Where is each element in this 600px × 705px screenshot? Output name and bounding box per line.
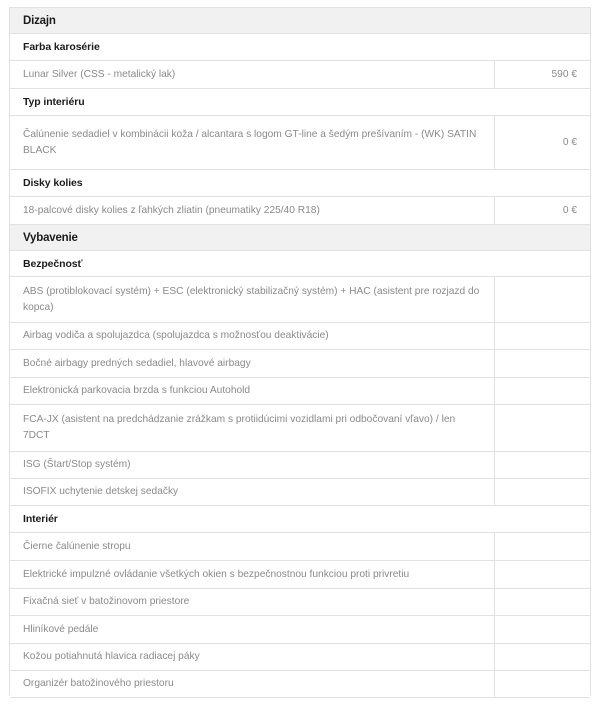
subsection-disky-kolies bbox=[10, 170, 590, 197]
item-label: Elektronická parkovacia brzda s funkciou Autohold bbox=[23, 385, 251, 396]
section-title: Vybavenie bbox=[23, 231, 78, 244]
item-label: Čierne čalúnenie stropu bbox=[23, 540, 131, 552]
item-price: 590 € bbox=[551, 69, 577, 80]
table-row bbox=[10, 533, 590, 561]
table-row bbox=[10, 116, 590, 170]
table-row bbox=[10, 350, 590, 378]
subsection-typ-interieru bbox=[10, 89, 590, 116]
section-title: Dizajn bbox=[23, 14, 56, 27]
subsection-title: Farba karosérie bbox=[23, 41, 100, 53]
subsection-title: Disky kolies bbox=[23, 177, 83, 189]
table-row bbox=[10, 671, 590, 698]
item-label: Hliníkové pedále bbox=[23, 623, 99, 635]
table-row bbox=[10, 479, 590, 506]
item-label: Organizér batožinového priestoru bbox=[23, 678, 174, 689]
table-row bbox=[10, 61, 590, 89]
table-row bbox=[10, 378, 590, 405]
subsection-farba-karoserie bbox=[10, 34, 590, 61]
item-label: Elektrické impulzné ovládanie všetkých okien s bezpečnostnou funkciou proti privretiu bbox=[23, 568, 410, 580]
subsection-interier bbox=[10, 506, 590, 533]
item-label: Lunar Silver (CSS - metalický lak) bbox=[23, 68, 176, 80]
table-row bbox=[10, 323, 590, 350]
item-label: FCA-JX (asistent na predchádzanie zrážkam s protiidúcimi vozidlami pri odbočovaní vľavo) / len 7DCT bbox=[23, 414, 456, 441]
item-label: Čalúnenie sedadiel v kombinácii koža / alcantara s logom GT-line a šedým prešívaním - (WK) SATIN BLACK bbox=[23, 128, 477, 156]
table-row bbox=[10, 277, 590, 323]
item-label: Airbag vodiča a spolujazdca (spolujazdca s možnosťou deaktivácie) bbox=[23, 330, 329, 341]
item-label: Fixačná sieť v batožinovom priestore bbox=[23, 596, 190, 607]
item-price: 0 € bbox=[562, 205, 577, 216]
item-label: ABS (protiblokovací systém) + ESC (elektronický stabilizačný systém) + HAC (asistent pre rozjazd do kopca) bbox=[23, 285, 480, 313]
equipment-spec-table bbox=[9, 7, 591, 695]
table-row bbox=[10, 616, 590, 644]
subsection-title: Typ interiéru bbox=[23, 96, 85, 108]
item-price: 0 € bbox=[562, 137, 577, 148]
table-row bbox=[10, 644, 590, 671]
table-row bbox=[10, 197, 590, 225]
subsection-title: Bezpečnosť bbox=[23, 257, 83, 270]
item-label: ISG (Štart/Stop systém) bbox=[23, 459, 131, 470]
item-label: Kožou potiahnutá hlavica radiacej páky bbox=[23, 651, 200, 662]
table-row bbox=[10, 561, 590, 589]
item-label: ISOFIX uchytenie detskej sedačky bbox=[23, 486, 179, 497]
table-row bbox=[10, 405, 590, 452]
item-label: 18-palcové disky kolies z ľahkých zliatin (pneumatiky 225/40 R18) bbox=[23, 204, 320, 216]
section-header-vybavenie bbox=[10, 225, 590, 251]
subsection-bezpecnost bbox=[10, 251, 590, 277]
table-row bbox=[10, 452, 590, 479]
table-row bbox=[10, 589, 590, 616]
section-header-dizajn bbox=[10, 8, 590, 34]
subsection-title: Interiér bbox=[23, 513, 58, 525]
item-label: Bočné airbagy predných sedadiel, hlavové airbagy bbox=[23, 357, 251, 369]
